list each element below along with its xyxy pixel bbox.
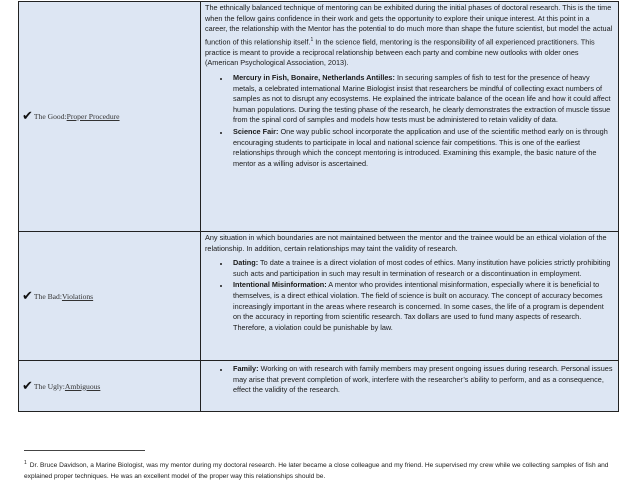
content-cell-good [201, 2, 619, 232]
list-item: • Intentional Misinformation: A mentor who provides intentional misinformation, especially where it is beneficial to themselves, is a direct ethical violation. The field of science is built on accuracy. The concept of accuracy becomes increasingly important in the areas where research is concerned. In some cases, the life of a program is dependent on the accuracy in reporting from scientific research. Tax dollars are used to fund many aspects of research. Therefore, a violation could be punishable by law. [230, 280, 613, 333]
row-ugly [19, 361, 619, 412]
ugly-bullets [205, 364, 613, 396]
list-item: • Family: Working on with research with family members may present ongoing issues during research. Personal issues may arise that prevent completion of work, interfere with the researcher’s ability to perform, and as a consequence, effect the validity of the research. [230, 364, 613, 396]
good-intro: The ethnically balanced technique of mentoring can be exhibited during the initial phases of doctoral research. This is the time when the fellow gains confidence in their work and gets the opportunity to explore their unique interest. At this point in a career, the relationship with the Mentor has the potential to do much more than shape the future scientist, but model the actual function of this relationship itself.$^1$ In the science field, mentoring is the responsibility of all experienced practitioners. This practice is meant to provide a reciprocal relationship between each party and combine new outlooks with older ones (American Psychological Association, 2013). [205, 3, 613, 68]
label-bad-link[interactable]: Violations [61, 291, 94, 301]
ethics-table [18, 1, 619, 412]
footnote-text: Dr. Bruce Davidson, a Marine Biologist, was my mentor during my doctoral research. He later became a close colleague and my friend. He supervised my crew while we collecting samples of fish and explained proper techniques. He was an excellent model of the proper way this relationships should be. [24, 462, 609, 480]
label-ugly-prefix: The Ugly: [33, 381, 65, 391]
checkmark-icon: ✔ [22, 288, 33, 304]
label-cell-ugly [19, 361, 201, 412]
checkmark-icon: ✔ [22, 378, 33, 394]
content-cell-bad [201, 232, 619, 361]
list-item: • Mercury in Fish, Bonaire, Netherlands Antilles: In securing samples of fish to test for the presence of heavy metals, a celebrated international Marine Biologist insist that researchers be mindful of collecting exact numbers of samples as not to disrupt any ecosystems. He explained the intricate balance of the ocean life and how it could affect human populations. During the testing phase of the research, he clearly demonstrates the extraction of muscle tissue from the spinal cord of samples and models how tests must be administered to retain validity of data. [230, 73, 613, 126]
checkmark-icon: ✔ [22, 109, 33, 124]
label-good-prefix: The Good: [33, 112, 67, 121]
bad-bullets [205, 258, 613, 333]
list-item: • Dating: To date a trainee is a direct violation of most codes of ethics. Many institution have policies strictly prohibiting such acts and participation in such may result in termination of research or a discontinuation in employment. [230, 258, 613, 279]
footnote-separator [24, 450, 145, 451]
label-bad-prefix: The Bad: [33, 291, 62, 301]
footnote-ref[interactable]: 1 [310, 36, 314, 43]
footnote-mark: 1 [24, 460, 27, 466]
label-ugly-link[interactable]: Ambiguous [64, 381, 101, 391]
row-good [19, 2, 619, 232]
label-good-link[interactable]: Proper Procedure [66, 112, 120, 121]
good-bullets [205, 73, 613, 169]
bad-intro: Any situation in which boundaries are not maintained between the mentor and the trainee would be an ethical violation of the relationship. In addition, certain relationships may taint the validity of research. [205, 233, 607, 253]
list-item: • Science Fair: One way public school incorporate the application and use of the scientific method early on is through encouraging students to participate in local and national science fair competitions. This is one of the earliest relationships through which the concept mentoring is introduced. Examining this example, the basic nature of the mentor as a willing advisor is ascertained. [230, 127, 613, 169]
content-cell-ugly [201, 361, 619, 412]
label-cell-bad [19, 232, 201, 361]
footnote [24, 458, 619, 482]
label-cell-good [19, 2, 201, 232]
row-bad [19, 232, 619, 361]
